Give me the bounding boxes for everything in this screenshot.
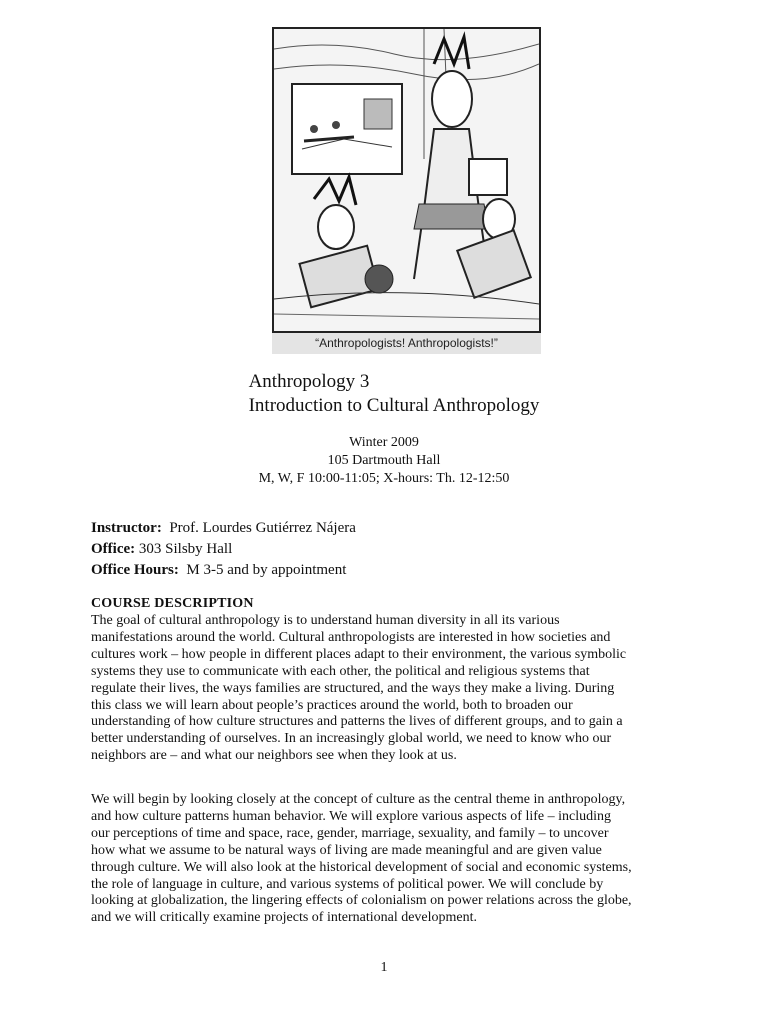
office-value: 303 Silsby Hall <box>135 541 233 557</box>
course-title-block <box>0 370 768 418</box>
paragraph-line: this class we will learn about people’s practices around the world, both to broaden our <box>91 697 573 713</box>
cartoon-caption: “Anthropologists! Anthropologists!” <box>272 333 541 354</box>
office-label: Office: <box>91 541 136 557</box>
description-paragraph-1 <box>91 613 701 765</box>
paragraph-line: through culture. We will also look at the historical development of social and economic systems, <box>91 859 632 875</box>
paragraph-line: the role of language in culture, and various systems of political power. We will conclude by <box>91 876 604 892</box>
paragraph-line: systems they use to communicate with each other, the political and religious systems that <box>91 663 590 679</box>
paragraph-line: understanding of how culture structures and patterns the lives of different groups, and to gain a <box>91 714 623 730</box>
office-hours-row <box>91 560 356 581</box>
office-hours-value: M 3-5 and by appointment <box>178 562 347 578</box>
office-row <box>91 539 356 560</box>
course-meta <box>0 434 768 488</box>
paragraph-line: looking at globalization, the lingering effects of colonialism on power relations across the globe, <box>91 893 632 909</box>
cartoon-scene-icon <box>274 29 539 331</box>
paragraph-line: better understanding of ourselves. In an increasingly global world, we need to know who our <box>91 731 612 747</box>
course-number: Anthropology 3 <box>248 371 370 392</box>
course-description-heading: COURSE DESCRIPTION <box>91 596 254 611</box>
paragraph-line: our perceptions of time and space, race, gender, marriage, sexuality, and family – to uncover <box>91 825 609 841</box>
course-schedule: M, W, F 10:00-11:05; X-hours: Th. 12-12:50 <box>258 471 510 486</box>
course-term: Winter 2009 <box>349 435 419 450</box>
instructor-info <box>91 518 356 581</box>
description-paragraph-2 <box>91 792 701 927</box>
course-location: 105 Dartmouth Hall <box>327 453 441 468</box>
instructor-value: Prof. Lourdes Gutiérrez Nájera <box>161 520 356 536</box>
paragraph-line: The goal of cultural anthropology is to understand human diversity in all its various <box>91 613 560 628</box>
cartoon-illustration <box>272 27 541 354</box>
paragraph-line: manifestations around the world. Cultural anthropologists are interested in how societies and <box>91 629 611 645</box>
paragraph-line: and how culture patterns human behavior. We will explore various aspects of life – including <box>91 808 611 824</box>
paragraph-line: neighbors are – and what our neighbors see when they look at us. <box>91 748 457 764</box>
paragraph-line: how what we assume to be natural ways of living are made meaningful and are given value <box>91 842 602 858</box>
paragraph-line: and we will critically examine projects of international development. <box>91 910 478 926</box>
paragraph-line: cultures work – how people in different places adapt to their environment, the various symbolic <box>91 646 627 662</box>
paragraph-line: regulate their lives, the ways families are structured, and the ways they make a living. During <box>91 680 615 696</box>
cartoon-drawing <box>272 27 541 333</box>
instructor-label: Instructor: <box>91 520 162 536</box>
course-title: Introduction to Cultural Anthropology <box>248 395 540 416</box>
paragraph-line: We will begin by looking closely at the concept of culture as the central theme in anthropology, <box>91 792 626 807</box>
office-hours-label: Office Hours: <box>91 562 179 578</box>
instructor-row <box>91 518 356 539</box>
page-number: 1 <box>380 960 388 975</box>
